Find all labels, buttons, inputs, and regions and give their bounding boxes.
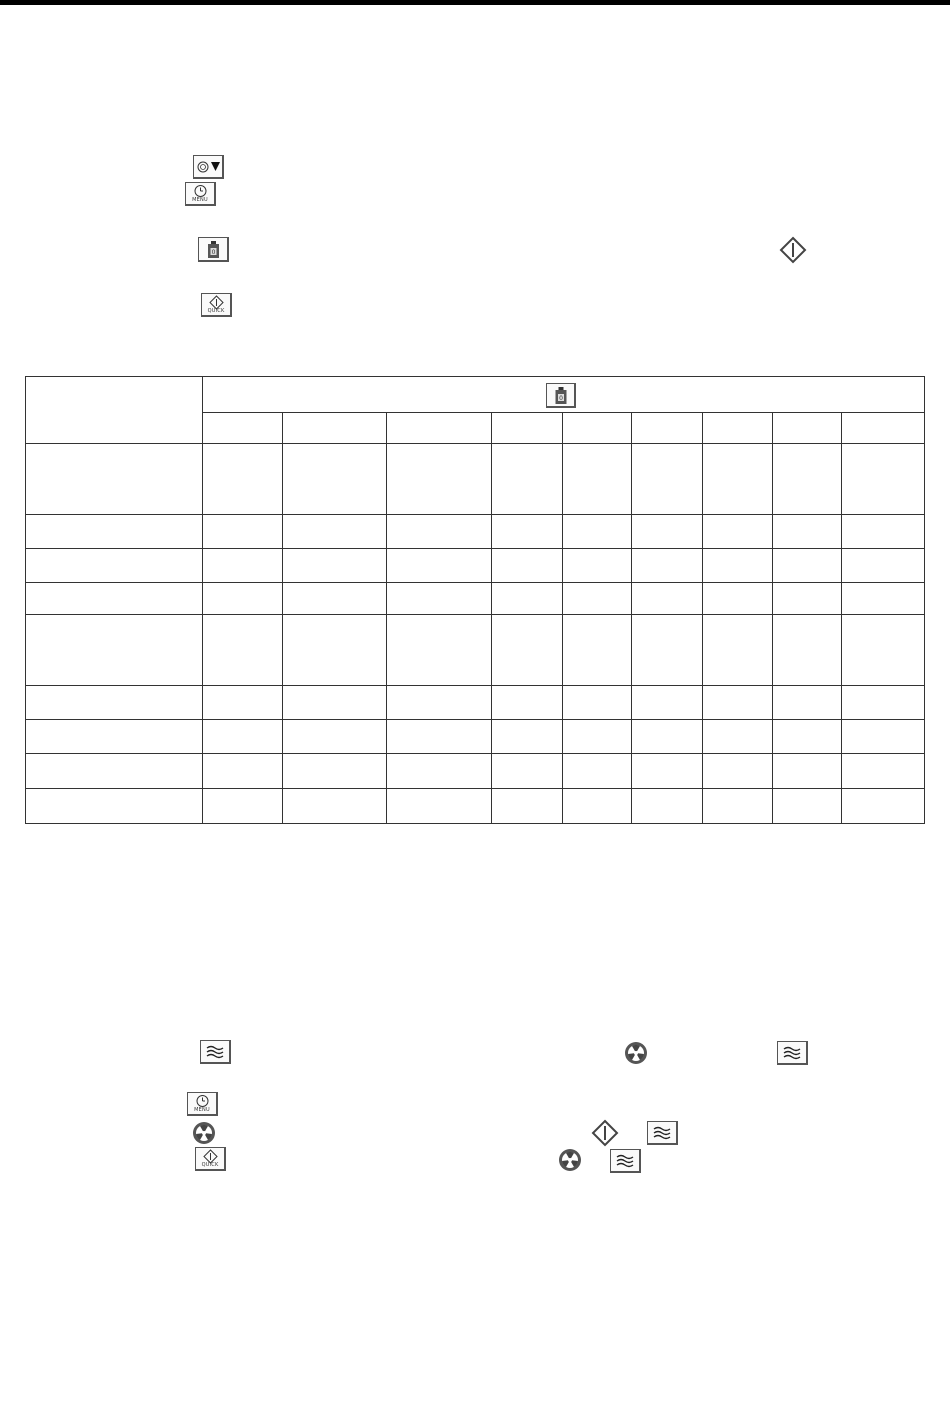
menu-key-2[interactable] (187, 1092, 218, 1116)
table-cell (283, 720, 387, 754)
table-cell (703, 615, 773, 686)
table-cell (703, 444, 773, 515)
table-cell (283, 444, 387, 515)
table-cell (842, 615, 925, 686)
table-row (26, 686, 925, 720)
table-cell (632, 686, 703, 720)
table-cell (703, 413, 773, 444)
table-cell (492, 720, 563, 754)
table-cell (773, 720, 842, 754)
table-cell (387, 549, 492, 583)
table-cell (387, 686, 492, 720)
menu-key-caption: MENU (192, 197, 208, 203)
table-cell (632, 615, 703, 686)
table-cell (773, 413, 842, 444)
fan-icon (557, 1147, 583, 1173)
table-row (26, 444, 925, 515)
table-row (26, 615, 925, 686)
svg-text:0: 0 (211, 249, 216, 256)
table-cell (773, 444, 842, 515)
table-cell (387, 444, 492, 515)
table-cell (703, 583, 773, 615)
table-cell (563, 615, 632, 686)
table-cell (563, 444, 632, 515)
menu-key[interactable] (185, 182, 216, 206)
table-cell (387, 789, 492, 824)
table-cell (632, 444, 703, 515)
fan-icon (623, 1040, 649, 1066)
microwave-key-3[interactable] (647, 1121, 678, 1145)
table-cell (703, 686, 773, 720)
table-cell (563, 549, 632, 583)
svg-text:0: 0 (559, 395, 563, 402)
table-cell (632, 413, 703, 444)
table-cell (26, 444, 203, 515)
table-cell (387, 413, 492, 444)
table-cell (203, 549, 283, 583)
table-cell (283, 583, 387, 615)
weight-down-key[interactable] (193, 155, 224, 179)
table-cell (283, 413, 387, 444)
table-cell (203, 413, 283, 444)
table-cell (492, 615, 563, 686)
weight-down-icon (194, 156, 223, 178)
table-cell (632, 720, 703, 754)
table-cell (387, 515, 492, 549)
table-cell (842, 754, 925, 789)
table-cell (563, 720, 632, 754)
top-rule (0, 0, 950, 5)
table-row (26, 583, 925, 615)
table-cell (773, 686, 842, 720)
weight-key[interactable] (198, 237, 229, 262)
quick-key[interactable] (201, 293, 232, 317)
program-table (25, 376, 925, 824)
table-cell (203, 444, 283, 515)
table-header-cell (26, 377, 203, 444)
table-weight-key (546, 383, 576, 408)
table-cell (283, 549, 387, 583)
table-cell (283, 789, 387, 824)
table-row (26, 720, 925, 754)
microwave-waves-icon (648, 1122, 677, 1144)
table-cell (203, 515, 283, 549)
table-cell (842, 720, 925, 754)
table-row (26, 515, 925, 549)
table-cell (492, 583, 563, 615)
table-cell (492, 549, 563, 583)
table-cell (632, 789, 703, 824)
table-cell (842, 444, 925, 515)
table-cell (842, 413, 925, 444)
table-cell (26, 789, 203, 824)
microwave-key[interactable] (200, 1040, 231, 1064)
table-cell (387, 615, 492, 686)
table-cell (632, 583, 703, 615)
table-cell (703, 549, 773, 583)
start-diamond-icon (591, 1119, 619, 1147)
table-cell (773, 789, 842, 824)
table-cell (492, 686, 563, 720)
table-cell (26, 549, 203, 583)
table-cell (563, 754, 632, 789)
table-cell (26, 515, 203, 549)
table-cell (492, 413, 563, 444)
table-cell (387, 754, 492, 789)
start-diamond-icon (779, 236, 807, 264)
table-cell (203, 583, 283, 615)
microwave-waves-icon (611, 1150, 640, 1172)
table-cell (563, 413, 632, 444)
table-cell (283, 615, 387, 686)
microwave-key-4[interactable] (610, 1149, 641, 1173)
table-cell (492, 444, 563, 515)
table-cell (842, 549, 925, 583)
table-cell (492, 515, 563, 549)
table-cell (632, 515, 703, 549)
table-cell (203, 754, 283, 789)
microwave-key-2[interactable] (777, 1041, 808, 1065)
table-cell (492, 789, 563, 824)
table-cell (26, 720, 203, 754)
microwave-waves-icon (201, 1041, 230, 1063)
table-cell (842, 583, 925, 615)
table-cell (773, 515, 842, 549)
table-cell (283, 754, 387, 789)
table-cell (773, 615, 842, 686)
table-cell (632, 549, 703, 583)
table-cell (703, 754, 773, 789)
table-cell (283, 686, 387, 720)
table-cell (203, 615, 283, 686)
table-cell (563, 686, 632, 720)
table-cell (26, 754, 203, 789)
fan-icon (191, 1120, 217, 1146)
menu-key-caption: MENU (194, 1107, 210, 1113)
table-cell (703, 789, 773, 824)
table-cell (773, 583, 842, 615)
quick-key-2[interactable] (195, 1147, 226, 1171)
table-cell (26, 583, 203, 615)
table-cell (563, 515, 632, 549)
table-cell (703, 515, 773, 549)
table-cell (842, 789, 925, 824)
table-row (26, 754, 925, 789)
weight-icon (199, 238, 228, 261)
table-cell (387, 583, 492, 615)
table-cell (203, 686, 283, 720)
table-row (26, 549, 925, 583)
table-header-row (26, 377, 925, 413)
table-row (26, 789, 925, 824)
table-cell (632, 754, 703, 789)
table-cell (563, 583, 632, 615)
table-cell (563, 789, 632, 824)
table-cell (492, 754, 563, 789)
table-cell (203, 720, 283, 754)
table-cell (773, 754, 842, 789)
table-cell (283, 515, 387, 549)
table-cell (387, 720, 492, 754)
quick-key-caption: QUICK (207, 308, 225, 314)
table-cell (26, 686, 203, 720)
table-cell (26, 615, 203, 686)
table-cell (773, 549, 842, 583)
weight-icon (547, 384, 575, 407)
table-cell (842, 515, 925, 549)
table-cell (203, 789, 283, 824)
table-cell (842, 686, 925, 720)
quick-key-caption: QUICK (201, 1162, 219, 1168)
microwave-waves-icon (778, 1042, 807, 1064)
table-cell (703, 720, 773, 754)
